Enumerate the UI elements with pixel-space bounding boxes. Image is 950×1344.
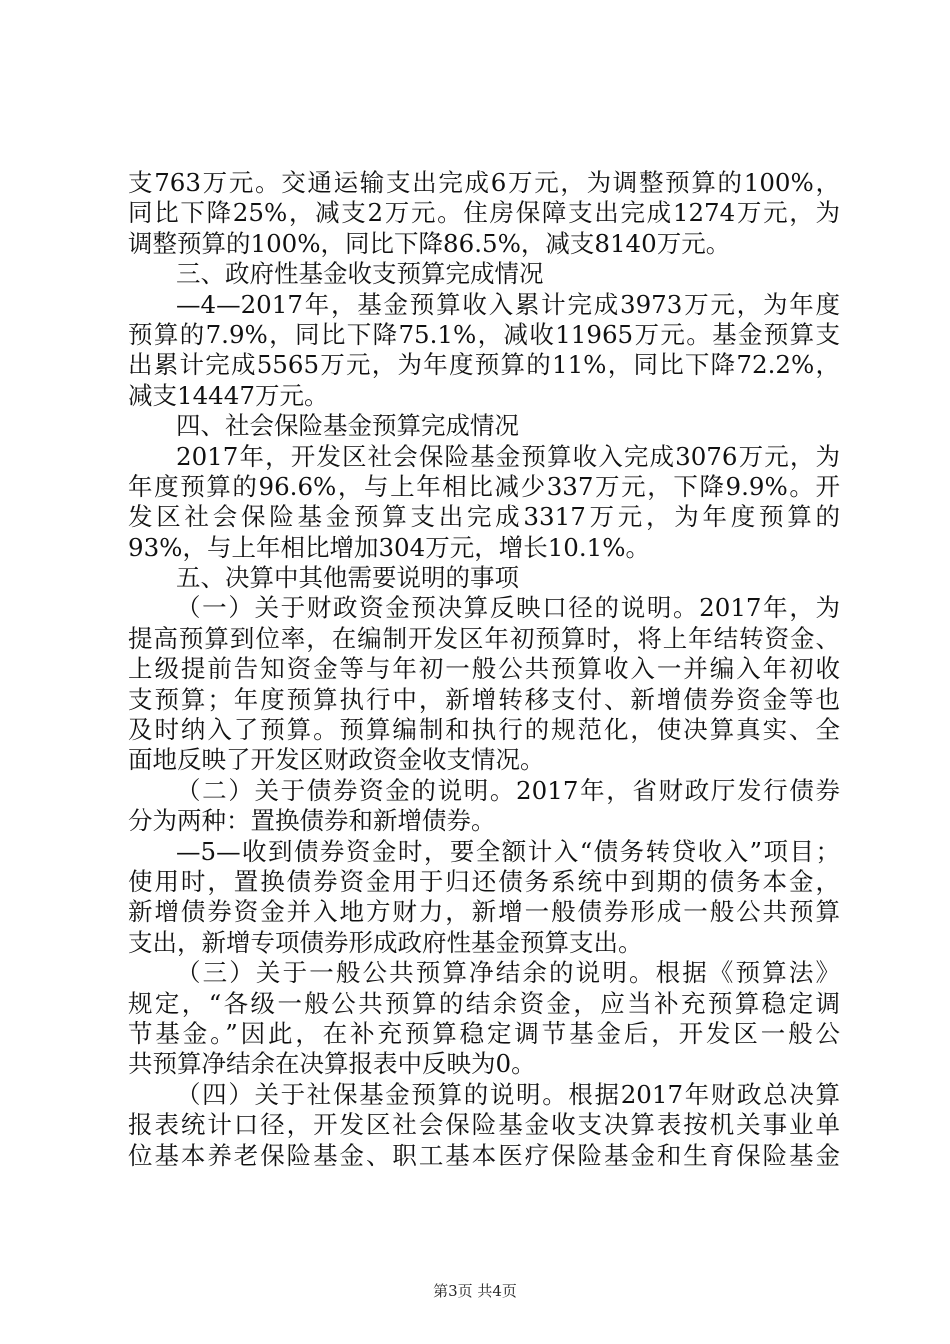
- text-line: 及时纳入了预算。预算编制和执行的规范化，使决算真实、全: [128, 715, 840, 745]
- text-line: 年度预算的96.6%，与上年相比减少337万元，下降9.9%。开: [128, 471, 840, 501]
- text-line: 2017年，开发区社会保险基金预算收入完成3076万元，为: [176, 441, 840, 471]
- text-line: 规定，“各级一般公共预算的结余资金，应当补充预算稳定调: [128, 988, 840, 1018]
- text-line: （四）关于社保基金预算的说明。根据2017年财政总决算: [176, 1079, 840, 1109]
- text-line: 支预算；年度预算执行中，新增转移支付、新增债券资金等也: [128, 684, 840, 714]
- text-line: 减支14447万元。: [128, 380, 329, 410]
- text-line: 预算的7.9%，同比下降75.1%，减收11965万元。基金预算支: [128, 319, 840, 349]
- text-line: 出累计完成5565万元，为年度预算的11%，同比下降72.2%，: [128, 350, 840, 380]
- text-line: 支763万元。交通运输支出完成6万元，为调整预算的100%，: [128, 168, 840, 197]
- text-line: 使用时，置换债券资金用于归还债务系统中到期的债务本金，: [128, 866, 840, 896]
- text-line: （三）关于一般公共预算净结余的说明。根据《预算法》: [176, 958, 840, 988]
- text-line: 发区社会保险基金预算支出完成3317万元，为年度预算的: [128, 502, 840, 532]
- text-line: （一）关于财政资金预决算反映口径的说明。2017年，为: [176, 593, 840, 623]
- text-line: 共预算净结余在决算报表中反映为0。: [128, 1049, 536, 1079]
- text-line: 报表统计口径，开发区社会保险基金收支决算表按机关事业单: [128, 1110, 840, 1140]
- text-line: 节基金。”因此，在补充预算稳定调节基金后，开发区一般公: [128, 1018, 840, 1048]
- text-line: 93%，与上年相比增加304万元，增长10.1%。: [128, 532, 651, 562]
- text-line: 分为两种：置换债券和新增债券。: [128, 806, 496, 836]
- text-line: 新增债券资金并入地方财力，新增一般债券形成一般公共预算: [128, 897, 840, 927]
- text-line: 上级提前告知资金等与年初一般公共预算收入一并编入年初收: [128, 654, 840, 684]
- text-line: 面地反映了开发区财政资金收支情况。: [128, 745, 545, 775]
- page-number-label: 第3页 共4页: [433, 1282, 517, 1300]
- text-line: 调整预算的100%，同比下降86.5%，减支8140万元。: [128, 228, 731, 258]
- text-line: 提高预算到位率，在编制开发区年初预算时，将上年结转资金、: [128, 623, 840, 653]
- text-line: 五、决算中其他需要说明的事项: [176, 563, 519, 593]
- text-line: 三、政府性基金收支预算完成情况: [176, 259, 544, 289]
- document-body: [128, 168, 840, 1171]
- text-line: 同比下降25%，减支2万元。住房保障支出完成1274万元，为: [128, 198, 840, 228]
- text-line: 位基本养老保险基金、职工基本医疗保险基金和生育保险基金: [128, 1140, 840, 1170]
- text-line: 支出，新增专项债券形成政府性基金预算支出。: [128, 927, 643, 957]
- text-line: —4—2017年，基金预算收入累计完成3973万元，为年度: [176, 289, 840, 319]
- page-footer: [0, 1280, 950, 1301]
- text-line: （二）关于债券资金的说明。2017年，省财政厅发行债券: [176, 775, 840, 805]
- text-line: 四、社会保险基金预算完成情况: [176, 411, 519, 441]
- text-line: —5—收到债券资金时，要全额计入“债务转贷收入”项目；: [176, 836, 840, 866]
